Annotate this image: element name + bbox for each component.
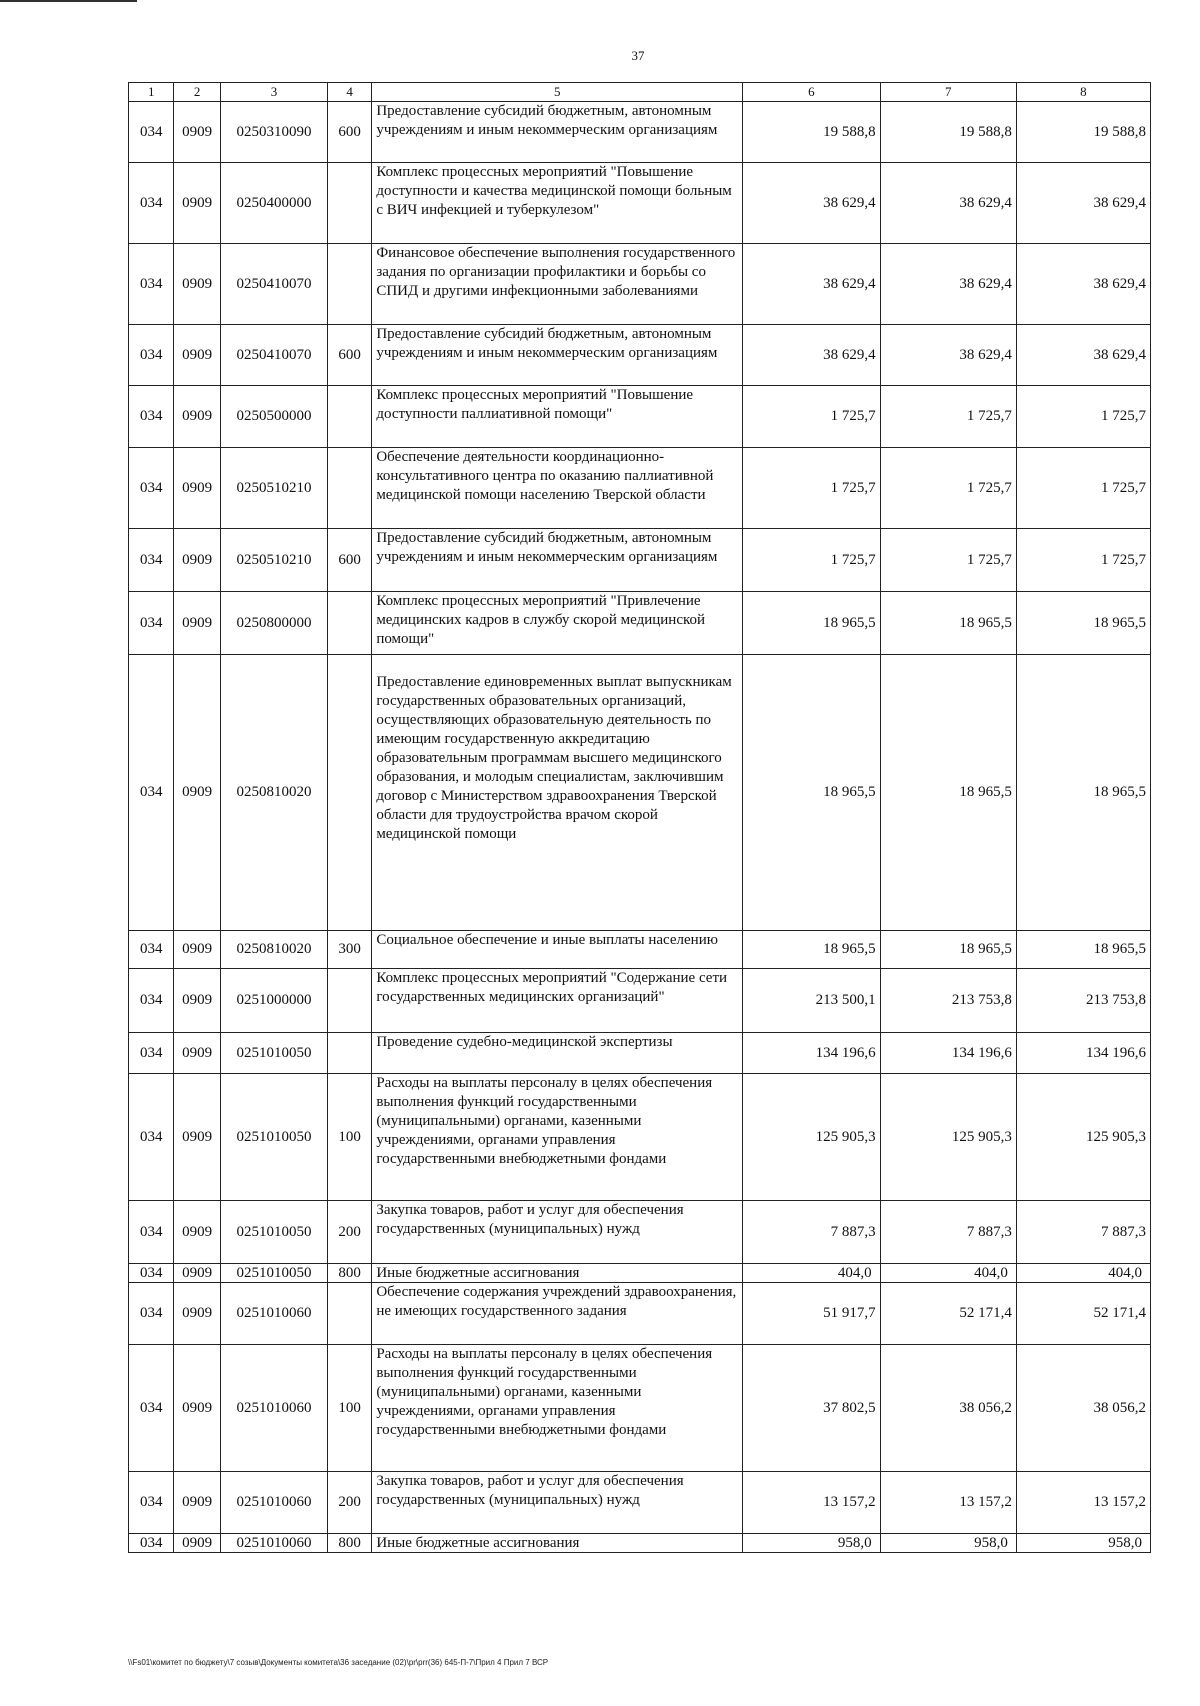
amount-col6-cell: 1 725,7 [743,529,880,592]
description-cell: Закупка товаров, работ и услуг для обеспечения государственных (муниципальных) нужд [372,1201,743,1264]
section-code-cell: 0909 [174,1033,221,1074]
amount-col7-cell: 125 905,3 [880,1074,1016,1201]
section-code-cell: 0909 [174,1345,221,1472]
description-cell: Расходы на выплаты персоналу в целях обеспечения выполнения функций государственными (муниципальными) органами, казенными учреждениями, органами управления государственными внебюджетными фондами [372,1345,743,1472]
agency-code-cell: 034 [129,1201,174,1264]
amount-col8-cell: 13 157,2 [1016,1472,1150,1534]
amount-col6-cell: 38 629,4 [743,163,880,244]
column-header: 6 [743,83,880,102]
section-code-cell: 0909 [174,969,221,1033]
section-code-cell: 0909 [174,1264,221,1283]
agency-code-cell: 034 [129,1074,174,1201]
description-cell: Предоставление субсидий бюджетным, автономным учреждениям и иным некоммерческим организациям [372,529,743,592]
section-code-cell: 0909 [174,529,221,592]
amount-col8-cell: 7 887,3 [1016,1201,1150,1264]
column-header: 7 [880,83,1016,102]
description-cell: Предоставление субсидий бюджетным, автономным учреждениям и иным некоммерческим организациям [372,102,743,163]
amount-col6-cell: 19 588,8 [743,102,880,163]
section-code-cell: 0909 [174,1472,221,1534]
amount-col7-cell: 404,0 [880,1264,1016,1283]
table-row [129,1033,1151,1074]
target-article-cell: 0251010060 [220,1534,327,1553]
agency-code-cell: 034 [129,244,174,325]
agency-code-cell: 034 [129,969,174,1033]
amount-col6-cell: 18 965,5 [743,592,880,655]
amount-col7-cell: 1 725,7 [880,529,1016,592]
section-code-cell: 0909 [174,655,221,931]
description-cell: Закупка товаров, работ и услуг для обеспечения государственных (муниципальных) нужд [372,1472,743,1534]
amount-col7-cell: 18 965,5 [880,592,1016,655]
amount-col7-cell: 52 171,4 [880,1283,1016,1345]
target-article-cell: 0250410070 [220,244,327,325]
table-row [129,655,1151,931]
column-header: 8 [1016,83,1150,102]
amount-col7-cell: 958,0 [880,1534,1016,1553]
target-article-cell: 0250310090 [220,102,327,163]
target-article-cell: 0250510210 [220,448,327,529]
table-row [129,244,1151,325]
section-code-cell: 0909 [174,325,221,386]
agency-code-cell: 034 [129,163,174,244]
expense-type-cell [327,1033,371,1074]
amount-col6-cell: 13 157,2 [743,1472,880,1534]
table-row [129,1534,1151,1553]
file-path-footer: \\Fs01\комитет по бюджету\7 созыв\Документы комитета\36 заседание (02)\pr\prr(36) 645-П-7\Прил 4 Прил 7 ВСР [128,1658,549,1667]
expense-type-cell: 100 [327,1074,371,1201]
table-row [129,1201,1151,1264]
amount-col7-cell: 18 965,5 [880,931,1016,969]
expense-type-cell: 800 [327,1264,371,1283]
description-cell: Обеспечение деятельности координационно-консультативного центра по оказанию паллиативной медицинской помощи населению Тверской области [372,448,743,529]
amount-col7-cell: 18 965,5 [880,655,1016,931]
section-code-cell: 0909 [174,1534,221,1553]
target-article-cell: 0250810020 [220,931,327,969]
expense-type-cell: 800 [327,1534,371,1553]
table-row [129,592,1151,655]
target-article-cell: 0250400000 [220,163,327,244]
agency-code-cell: 034 [129,1534,174,1553]
expense-type-cell [327,386,371,448]
description-cell: Иные бюджетные ассигнования [372,1264,743,1283]
table-row [129,1472,1151,1534]
amount-col8-cell: 404,0 [1016,1264,1150,1283]
amount-col6-cell: 1 725,7 [743,448,880,529]
description-cell: Социальное обеспечение и иные выплаты населению [372,931,743,969]
expense-type-cell [327,655,371,931]
amount-col6-cell: 38 629,4 [743,325,880,386]
amount-col8-cell: 38 629,4 [1016,163,1150,244]
amount-col7-cell: 19 588,8 [880,102,1016,163]
amount-col6-cell: 404,0 [743,1264,880,1283]
top-rule [0,0,137,2]
column-header: 5 [372,83,743,102]
section-code-cell: 0909 [174,1201,221,1264]
amount-col8-cell: 38 629,4 [1016,244,1150,325]
amount-col8-cell: 38 056,2 [1016,1345,1150,1472]
description-cell: Предоставление субсидий бюджетным, автономным учреждениям и иным некоммерческим организациям [372,325,743,386]
description-cell: Предоставление единовременных выплат выпускникам государственных образовательных организаций, осуществляющих образовательную деятельность по имеющим государственную аккредитацию образовательным программам высшего медицинского образования, и молодым специалистам, заключившим договор с Министерством здравоохранения Тверской области для трудоустройства врачом скорой медицинской помощи [372,655,743,931]
amount-col7-cell: 38 056,2 [880,1345,1016,1472]
target-article-cell: 0251010050 [220,1264,327,1283]
amount-col8-cell: 19 588,8 [1016,102,1150,163]
amount-col6-cell: 134 196,6 [743,1033,880,1074]
target-article-cell: 0250510210 [220,529,327,592]
section-code-cell: 0909 [174,244,221,325]
description-cell: Обеспечение содержания учреждений здравоохранения, не имеющих государственного задания [372,1283,743,1345]
description-cell: Комплекс процессных мероприятий "Повышение доступности паллиативной помощи" [372,386,743,448]
description-cell: Комплекс процессных мероприятий "Повышение доступности и качества медицинской помощи больным с ВИЧ инфекцией и туберкулезом" [372,163,743,244]
amount-col8-cell: 18 965,5 [1016,592,1150,655]
amount-col8-cell: 134 196,6 [1016,1033,1150,1074]
section-code-cell: 0909 [174,448,221,529]
expense-type-cell: 600 [327,325,371,386]
table-row [129,529,1151,592]
amount-col6-cell: 213 500,1 [743,969,880,1033]
table-row [129,325,1151,386]
column-header: 4 [327,83,371,102]
amount-col7-cell: 7 887,3 [880,1201,1016,1264]
agency-code-cell: 034 [129,102,174,163]
column-header: 2 [174,83,221,102]
expense-type-cell: 100 [327,1345,371,1472]
target-article-cell: 0251010060 [220,1345,327,1472]
amount-col8-cell: 125 905,3 [1016,1074,1150,1201]
section-code-cell: 0909 [174,102,221,163]
budget-table [128,82,1151,1553]
amount-col6-cell: 1 725,7 [743,386,880,448]
expense-type-cell [327,448,371,529]
amount-col7-cell: 38 629,4 [880,163,1016,244]
table-row [129,931,1151,969]
target-article-cell: 0251000000 [220,969,327,1033]
table-row [129,1345,1151,1472]
agency-code-cell: 034 [129,1033,174,1074]
amount-col6-cell: 125 905,3 [743,1074,880,1201]
section-code-cell: 0909 [174,931,221,969]
agency-code-cell: 034 [129,592,174,655]
agency-code-cell: 034 [129,325,174,386]
description-cell: Комплекс процессных мероприятий "Привлечение медицинских кадров в службу скорой медицинской помощи" [372,592,743,655]
expense-type-cell [327,1283,371,1345]
expense-type-cell: 600 [327,529,371,592]
section-code-cell: 0909 [174,386,221,448]
column-header: 3 [220,83,327,102]
target-article-cell: 0250410070 [220,325,327,386]
table-header-row [129,83,1151,102]
table-row [129,1264,1151,1283]
section-code-cell: 0909 [174,592,221,655]
amount-col6-cell: 958,0 [743,1534,880,1553]
description-cell: Комплекс процессных мероприятий "Содержание сети государственных медицинских организаций" [372,969,743,1033]
target-article-cell: 0250800000 [220,592,327,655]
expense-type-cell: 200 [327,1472,371,1534]
amount-col6-cell: 37 802,5 [743,1345,880,1472]
table-row [129,386,1151,448]
expense-type-cell [327,592,371,655]
amount-col8-cell: 38 629,4 [1016,325,1150,386]
section-code-cell: 0909 [174,1283,221,1345]
amount-col6-cell: 51 917,7 [743,1283,880,1345]
amount-col7-cell: 38 629,4 [880,325,1016,386]
amount-col8-cell: 18 965,5 [1016,655,1150,931]
amount-col7-cell: 13 157,2 [880,1472,1016,1534]
agency-code-cell: 034 [129,1472,174,1534]
amount-col8-cell: 958,0 [1016,1534,1150,1553]
description-cell: Иные бюджетные ассигнования [372,1534,743,1553]
expense-type-cell [327,163,371,244]
column-header: 1 [129,83,174,102]
expense-type-cell [327,244,371,325]
amount-col8-cell: 1 725,7 [1016,386,1150,448]
amount-col7-cell: 134 196,6 [880,1033,1016,1074]
agency-code-cell: 034 [129,448,174,529]
expense-type-cell: 600 [327,102,371,163]
agency-code-cell: 034 [129,386,174,448]
agency-code-cell: 034 [129,1264,174,1283]
agency-code-cell: 034 [129,655,174,931]
target-article-cell: 0251010050 [220,1201,327,1264]
amount-col6-cell: 38 629,4 [743,244,880,325]
description-cell: Расходы на выплаты персоналу в целях обеспечения выполнения функций государственными (муниципальными) органами, казенными учреждениями, органами управления государственными внебюджетными фондами [372,1074,743,1201]
section-code-cell: 0909 [174,1074,221,1201]
amount-col7-cell: 1 725,7 [880,448,1016,529]
amount-col8-cell: 18 965,5 [1016,931,1150,969]
amount-col8-cell: 1 725,7 [1016,529,1150,592]
table-row [129,969,1151,1033]
target-article-cell: 0251010060 [220,1283,327,1345]
amount-col6-cell: 7 887,3 [743,1201,880,1264]
expense-type-cell: 200 [327,1201,371,1264]
table-row [129,102,1151,163]
agency-code-cell: 034 [129,931,174,969]
amount-col6-cell: 18 965,5 [743,931,880,969]
target-article-cell: 0250500000 [220,386,327,448]
agency-code-cell: 034 [129,1345,174,1472]
section-code-cell: 0909 [174,163,221,244]
target-article-cell: 0250810020 [220,655,327,931]
agency-code-cell: 034 [129,1283,174,1345]
amount-col7-cell: 1 725,7 [880,386,1016,448]
amount-col7-cell: 38 629,4 [880,244,1016,325]
amount-col6-cell: 18 965,5 [743,655,880,931]
table-row [129,1283,1151,1345]
page-number: 37 [631,48,645,63]
table-row [129,1074,1151,1201]
description-cell: Проведение судебно-медицинской экспертизы [372,1033,743,1074]
table-row [129,448,1151,529]
amount-col7-cell: 213 753,8 [880,969,1016,1033]
target-article-cell: 0251010050 [220,1033,327,1074]
amount-col8-cell: 213 753,8 [1016,969,1150,1033]
expense-type-cell: 300 [327,931,371,969]
table-row [129,163,1151,244]
amount-col8-cell: 52 171,4 [1016,1283,1150,1345]
target-article-cell: 0251010060 [220,1472,327,1534]
expense-type-cell [327,969,371,1033]
agency-code-cell: 034 [129,529,174,592]
amount-col8-cell: 1 725,7 [1016,448,1150,529]
target-article-cell: 0251010050 [220,1074,327,1201]
description-cell: Финансовое обеспечение выполнения государственного задания по организации профилактики и борьбы со СПИД и другими инфекционными заболеваниями [372,244,743,325]
